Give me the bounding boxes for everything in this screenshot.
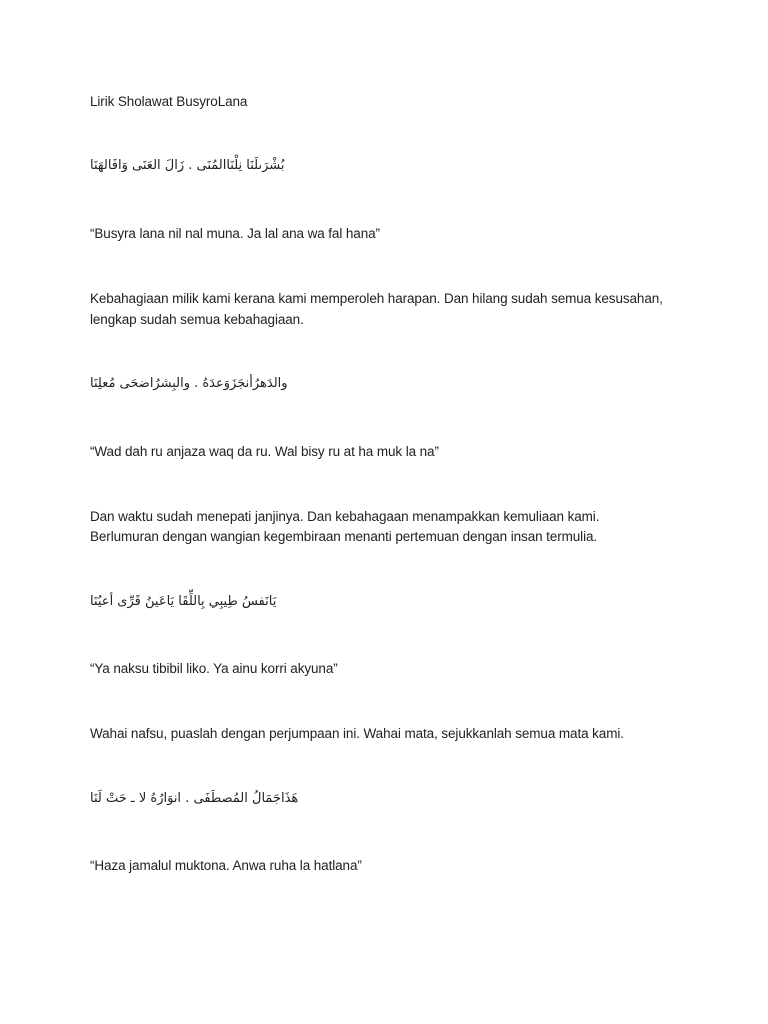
verse-2-transliteration: “Wad dah ru anjaza waq da ru. Wal bisy ru at ha muk la na” [90, 444, 439, 459]
verse-1-translation-line-1: Kebahagiaan milik kami kerana kami memperoleh harapan. Dan hilang sudah semua kesusahan, [90, 291, 663, 306]
verse-2-translation-line-1: Dan waktu sudah menepati janjinya. Dan kebahagaan menampakkan kemuliaan kami. [90, 509, 600, 524]
verse-4-transliteration: “Haza jamalul muktona. Anwa ruha la hatlana” [90, 858, 362, 873]
verse-3-translation-line-1: Wahai nafsu, puaslah dengan perjumpaan ini. Wahai mata, sejukkanlah semua mata kami. [90, 726, 624, 741]
verse-1-arabic: بُشْرَىلَنَا نِلْنَاالمُنَى . زَالَ العَنَى وَافَالهَنَا [90, 158, 285, 173]
verse-2-translation-line-2: Berlumuran dengan wangian kegembiraan menanti pertemuan dengan insan termulia. [90, 529, 598, 544]
verse-2-arabic: والدَهرُأنجَزَوَعدَهُ . والبِشرُاضحَى مُعلِنَا [90, 376, 288, 391]
verse-1-transliteration: “Busyra lana nil nal muna. Ja lal ana wa fal hana” [90, 226, 380, 241]
verse-1-translation-line-2: lengkap sudah semua kebahagiaan. [90, 312, 304, 327]
verse-3-arabic: يَانَفسُ طِيبِي بِاللِّقَا يَاعَينُ قَرِّى أعيُنَا [90, 594, 277, 609]
verse-4-arabic: هَذَاجَمَالُ المُصطَفَى . انوَارُهُ لا ـ حَتْ لَنَا [90, 791, 299, 806]
verse-3-transliteration: “Ya naksu tibibil liko. Ya ainu korri akyuna” [90, 661, 338, 676]
document-title: Lirik Sholawat BusyroLana [90, 94, 248, 109]
